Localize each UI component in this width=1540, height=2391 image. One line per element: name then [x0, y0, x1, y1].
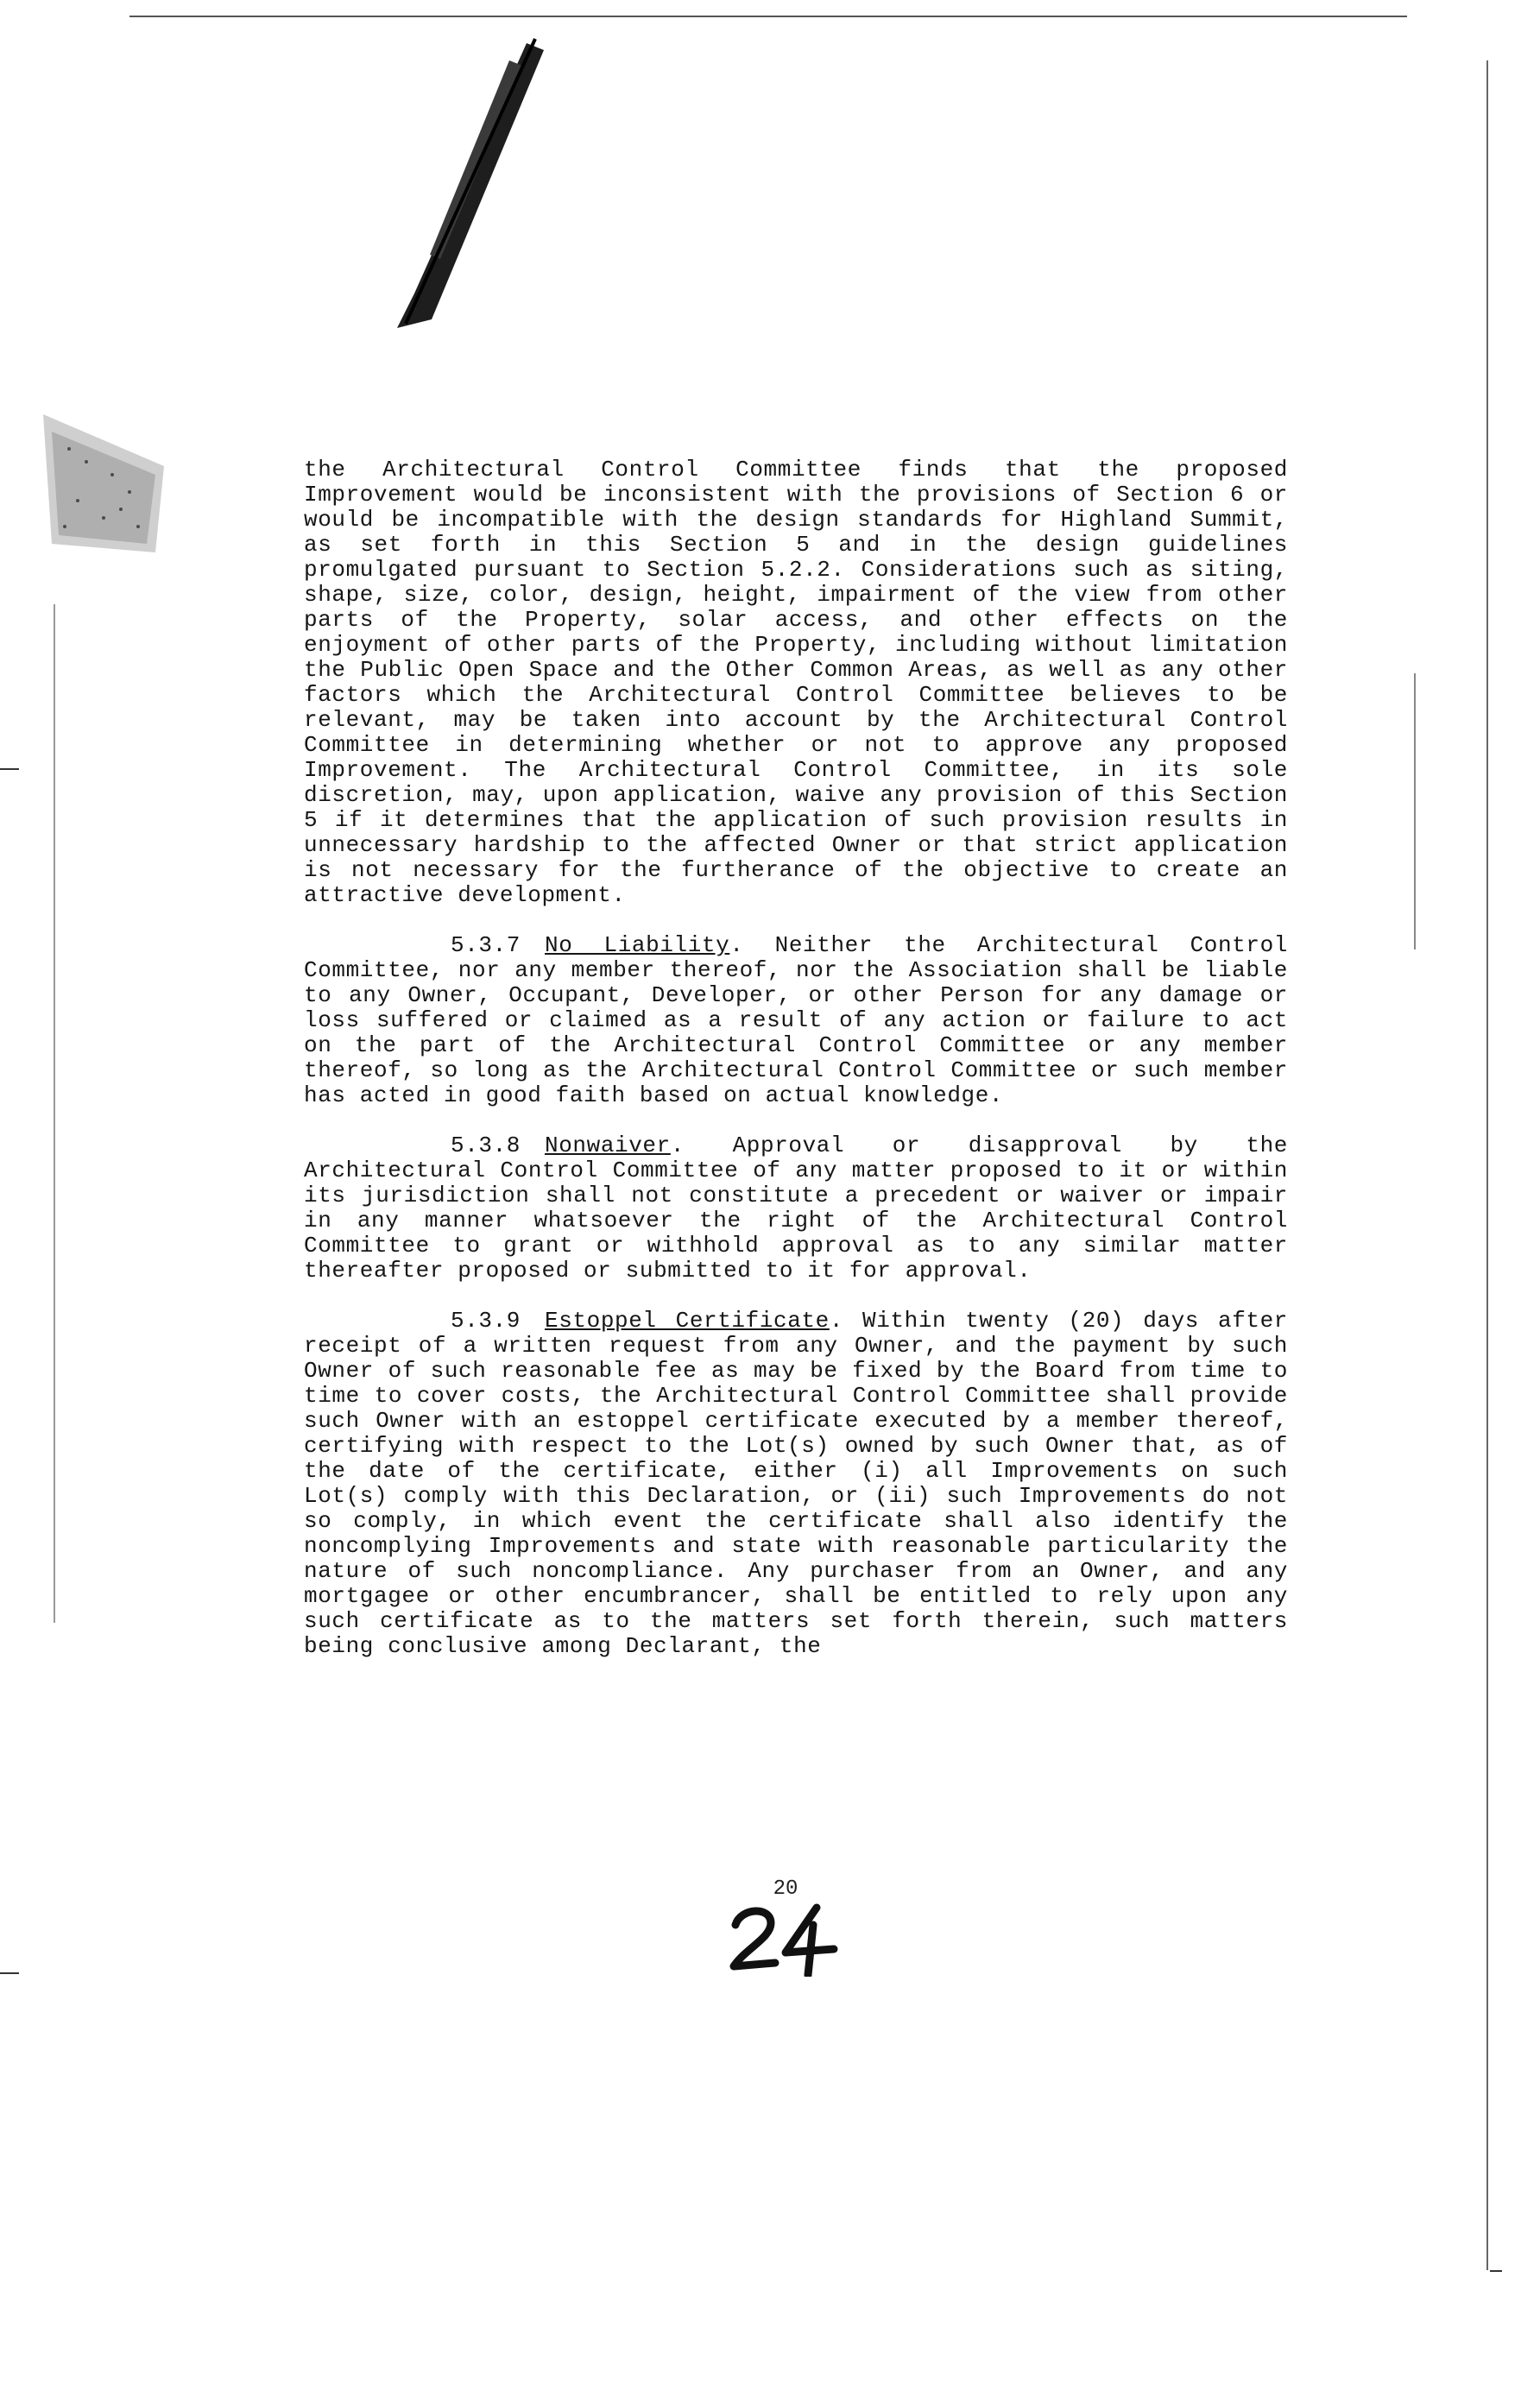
section-heading: No Liability: [545, 932, 730, 958]
section-text: Within twenty (20) days after receipt of a written request from any Owner, and the payment by such Owner of such reasonable fee as may be fixed by the Board from time to time to cover costs, the Architectural Control Committee shall provide such Owner with an estoppel certificate executed by a member thereof, certifying with respect to the Lot(s) owned by such Owner that, as of the date of the certificate, either (i) all Improvements on such Lot(s) comply with this Declaration, or (ii) such Improvements do not so comply, in which event the certificate shall also identify the noncomplying Improvements and state with reasonable particularity the nature of such noncompliance. Any purchaser from an Owner, and any mortgagee or other encumbrancer, shall be entitled to rely upon any such certificate as to the matters set forth therein, such matters being conclusive among Declarant, the: [304, 1308, 1288, 1659]
scan-left-tick: [0, 768, 19, 770]
scan-top-edge: [129, 16, 1407, 17]
section-heading: Nonwaiver: [545, 1132, 671, 1158]
section-number: 5.3.9: [451, 1308, 521, 1334]
section-number: 5.3.7: [451, 932, 521, 958]
scan-noise-blot: [35, 414, 173, 561]
scan-right-inner-mark: [1414, 673, 1416, 949]
scan-streak-mark: [380, 35, 552, 328]
section-5-3-9: 5.3.9 Estoppel Certificate. Within twenty (20) days after receipt of a written request from any Owner, and the payment by such Owner of such reasonable fee as may be fixed by the Board from time to time to cover costs, the Architectural Control Committee shall provide such Owner with an estoppel certificate executed by a member thereof, certifying with respect to the Lot(s) owned by such Owner that, as of the date of the certificate, either (i) all Improvements on such Lot(s) comply with this Declaration, or (ii) such Improvements do not so comply, in which event the certificate shall also identify the noncomplying Improvements and state with reasonable particularity the nature of such noncompliance. Any purchaser from an Owner, and any mortgagee or other encumbrancer, shall be entitled to rely upon any such certificate as to the matters set forth therein, such matters being conclusive among Declarant, the: [304, 1308, 1288, 1659]
page-number: 20: [773, 1877, 798, 1901]
section-5-3-7: 5.3.7 No Liability. Neither the Architectural Control Committee, nor any member thereof, nor the Association shall be liable to any Owner, Occupant, Developer, or other Person for any damage or loss suffered or claimed as a result of any action or failure to act on the part of the Architectural Control Committee or any member thereof, so long as the Architectural Control Committee or such member has acted in good faith based on actual knowledge.: [304, 932, 1288, 1108]
handwritten-page-number: [723, 1899, 844, 1977]
section-text: Neither the Architectural Control Committee, nor any member thereof, nor the Association shall be liable to any Owner, Occupant, Developer, or other Person for any damage or loss suffered or claimed as a result of any action or failure to act on the part of the Architectural Control Committee or any member thereof, so long as the Architectural Control Committee or such member has acted in good faith based on actual knowledge.: [304, 932, 1288, 1108]
section-number: 5.3.8: [451, 1132, 521, 1158]
body-text: [304, 457, 1288, 1684]
section-5-3-8: 5.3.8 Nonwaiver. Approval or disapproval by the Architectural Control Committee of any matter proposed to it or within its jurisdiction shall not constitute a precedent or waiver or impair in any manner whatsoever the right of the Architectural Control Committee to grant or withhold approval as to any similar matter thereafter proposed or submitted to it for approval.: [304, 1132, 1289, 1284]
scan-left-tick-2: [0, 1972, 19, 1974]
scan-bottom-right-mark: [1490, 2270, 1502, 2272]
scan-left-edge: [54, 604, 55, 1623]
section-text: Approval or disapproval by the Architectural Control Committee of any matter proposed to it or within its jurisdiction shall not constitute a precedent or waiver or impair in any manner whatsoever the right of the Architectural Control Committee to grant or withhold approval as to any similar matter thereafter proposed or submitted to it for approval.: [304, 1132, 1289, 1284]
section-heading: Estoppel Certificate: [545, 1308, 830, 1334]
continuation-paragraph: the Architectural Control Committee finds that the proposed Improvement would be inconsistent with the provisions of Section 6 or would be incompatible with the design standards for Highland Summit, as set forth in this Section 5 and in the design guidelines promulgated pursuant to Section 5.2.2. Considerations such as siting, shape, size, color, design, height, impairment of the view from other parts of the Property, solar access, and other effects on the enjoyment of other parts of the Property, including without limitation the Public Open Space and the Other Common Areas, as well as any other factors which the Architectural Control Committee believes to be relevant, may be taken into account by the Architectural Control Committee in determining whether or not to approve any proposed Improvement. The Architectural Control Committee, in its sole discretion, may, upon application, waive any provision of this Section 5 if it determines that the application of such provision results in unnecessary hardship to the affected Owner or that strict application is not necessary for the furtherance of the objective to create an attractive development.: [304, 457, 1288, 908]
scan-right-edge: [1486, 60, 1488, 2270]
